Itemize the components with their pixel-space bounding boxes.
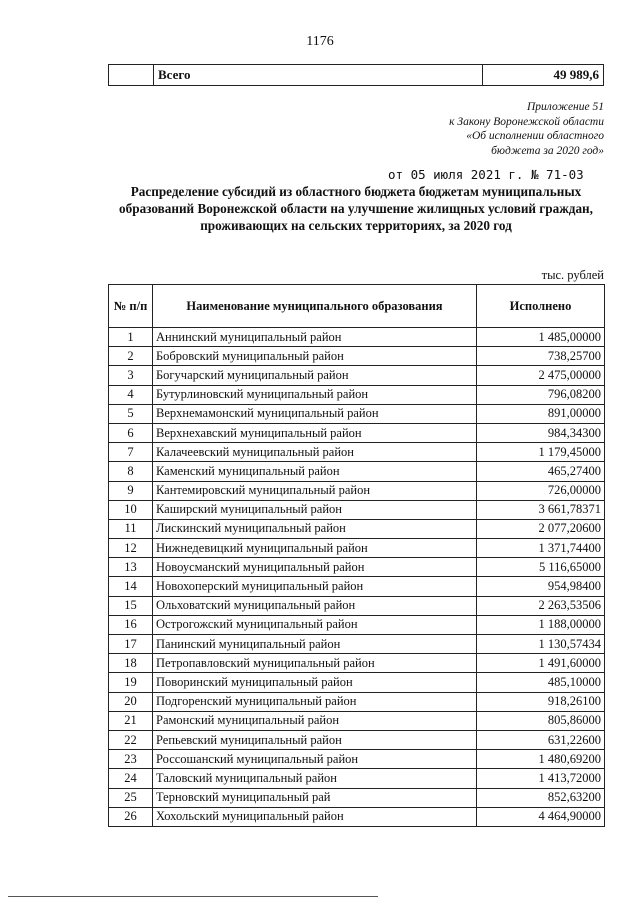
municipality-name: Верхнехавский муниципальный район	[153, 423, 477, 442]
row-number: 15	[109, 596, 153, 615]
executed-amount: 852,63200	[477, 788, 605, 807]
executed-amount: 891,00000	[477, 404, 605, 423]
row-number: 22	[109, 730, 153, 749]
table-row	[109, 673, 605, 692]
municipality-name: Таловский муниципальный район	[153, 769, 477, 788]
executed-amount: 726,00000	[477, 481, 605, 500]
appendix-line-4: бюджета за 2020 год»	[491, 144, 604, 157]
table-row	[109, 711, 605, 730]
municipality-name: Подгоренский муниципальный район	[153, 692, 477, 711]
municipality-name: Репьевский муниципальный район	[153, 730, 477, 749]
municipality-name: Петропавловский муниципальный район	[153, 654, 477, 673]
table-row	[109, 788, 605, 807]
municipality-name: Бутурлиновский муниципальный район	[153, 385, 477, 404]
row-number: 16	[109, 615, 153, 634]
municipality-name: Россошанский муниципальный район	[153, 750, 477, 769]
executed-amount: 2 475,00000	[477, 366, 605, 385]
municipality-name: Аннинский муниципальный район	[153, 328, 477, 347]
table-row	[109, 366, 605, 385]
table-row	[109, 635, 605, 654]
table-row	[109, 558, 605, 577]
municipality-name: Новоусманский муниципальный район	[153, 558, 477, 577]
appendix-line-1: Приложение 51	[526, 101, 604, 113]
appendix-note	[344, 100, 604, 158]
row-number: 25	[109, 788, 153, 807]
executed-amount: 3 661,78371	[477, 500, 605, 519]
row-number: 4	[109, 385, 153, 404]
table-row	[109, 730, 605, 749]
row-number: 18	[109, 654, 153, 673]
executed-amount: 1 491,60000	[477, 654, 605, 673]
executed-amount: 631,22600	[477, 730, 605, 749]
table-row	[109, 539, 605, 558]
executed-amount: 5 116,65000	[477, 558, 605, 577]
executed-amount: 485,10000	[477, 673, 605, 692]
row-number: 8	[109, 462, 153, 481]
municipality-name: Новохоперский муниципальный район	[153, 577, 477, 596]
total-value: 49 989,6	[483, 65, 604, 86]
executed-amount: 2 077,20600	[477, 519, 605, 538]
executed-amount: 4 464,90000	[477, 807, 605, 826]
table-row	[109, 500, 605, 519]
row-number: 21	[109, 711, 153, 730]
table-row	[109, 385, 605, 404]
row-number: 20	[109, 692, 153, 711]
total-row	[109, 65, 604, 86]
row-number: 6	[109, 423, 153, 442]
row-number: 24	[109, 769, 153, 788]
header-value: Исполнено	[477, 285, 605, 328]
table-row	[109, 692, 605, 711]
table-row	[109, 615, 605, 634]
row-number: 13	[109, 558, 153, 577]
page-number: 1176	[306, 34, 334, 49]
executed-amount: 1 179,45000	[477, 443, 605, 462]
table-row	[109, 462, 605, 481]
law-date-stamp: от 05 июля 2021 г. № 71-03	[388, 167, 584, 182]
table-row	[109, 769, 605, 788]
municipality-name: Богучарский муниципальный район	[153, 366, 477, 385]
table-row	[109, 347, 605, 366]
table-row	[109, 404, 605, 423]
appendix-line-2: к Закону Воронежской области	[449, 115, 604, 128]
row-number: 19	[109, 673, 153, 692]
total-label: Всего	[154, 65, 483, 86]
municipality-name: Бобровский муниципальный район	[153, 347, 477, 366]
executed-amount: 918,26100	[477, 692, 605, 711]
document-title: Распределение субсидий из областного бюджета бюджетам муниципальных образований Воронежской области на улучшение жилищных условий граждан, проживающих на сельских территориях, за 2020 год	[119, 184, 593, 233]
row-number: 14	[109, 577, 153, 596]
executed-amount: 984,34300	[477, 423, 605, 442]
executed-amount: 738,25700	[477, 347, 605, 366]
executed-amount: 1 413,72000	[477, 769, 605, 788]
municipality-name: Терновский муниципальный рай	[153, 788, 477, 807]
municipality-name: Острогожский муниципальный район	[153, 615, 477, 634]
table-row	[109, 519, 605, 538]
row-number: 10	[109, 500, 153, 519]
executed-amount: 796,08200	[477, 385, 605, 404]
row-number: 7	[109, 443, 153, 462]
total-row-table	[108, 64, 604, 86]
header-number: № п/п	[109, 285, 153, 328]
municipality-name: Поворинский муниципальный район	[153, 673, 477, 692]
executed-amount: 805,86000	[477, 711, 605, 730]
municipality-name: Калачеевский муниципальный район	[153, 443, 477, 462]
executed-amount: 954,98400	[477, 577, 605, 596]
header-name: Наименование муниципального образования	[153, 285, 477, 328]
table-row	[109, 654, 605, 673]
row-number: 2	[109, 347, 153, 366]
total-empty-cell	[109, 65, 154, 86]
municipality-name: Каменский муниципальный район	[153, 462, 477, 481]
row-number: 23	[109, 750, 153, 769]
appendix-line-3: «Об исполнении областного	[466, 130, 604, 142]
municipality-name: Нижнедевицкий муниципальный район	[153, 539, 477, 558]
municipality-name: Кантемировский муниципальный район	[153, 481, 477, 500]
row-number: 9	[109, 481, 153, 500]
municipality-name: Панинский муниципальный район	[153, 635, 477, 654]
table-row	[109, 577, 605, 596]
row-number: 3	[109, 366, 153, 385]
municipality-name: Верхнемамонский муниципальный район	[153, 404, 477, 423]
executed-amount: 1 130,57434	[477, 635, 605, 654]
table-row	[109, 750, 605, 769]
table-header-row	[109, 285, 605, 328]
row-number: 11	[109, 519, 153, 538]
executed-amount: 2 263,53506	[477, 596, 605, 615]
row-number: 17	[109, 635, 153, 654]
executed-amount: 1 485,00000	[477, 328, 605, 347]
subsidy-table	[108, 284, 605, 827]
municipality-name: Рамонский муниципальный район	[153, 711, 477, 730]
municipality-name: Ольховатский муниципальный район	[153, 596, 477, 615]
executed-amount: 1 480,69200	[477, 750, 605, 769]
municipality-name: Каширский муниципальный район	[153, 500, 477, 519]
footer-rule	[8, 896, 378, 897]
executed-amount: 1 188,00000	[477, 615, 605, 634]
executed-amount: 1 371,74400	[477, 539, 605, 558]
municipality-name: Лискинский муниципальный район	[153, 519, 477, 538]
row-number: 5	[109, 404, 153, 423]
table-row	[109, 328, 605, 347]
row-number: 12	[109, 539, 153, 558]
table-row	[109, 443, 605, 462]
municipality-name: Хохольский муниципальный район	[153, 807, 477, 826]
table-row	[109, 423, 605, 442]
row-number: 1	[109, 328, 153, 347]
unit-label: тыс. рублей	[541, 268, 604, 282]
row-number: 26	[109, 807, 153, 826]
executed-amount: 465,27400	[477, 462, 605, 481]
table-row	[109, 481, 605, 500]
table-row	[109, 596, 605, 615]
table-row	[109, 807, 605, 826]
